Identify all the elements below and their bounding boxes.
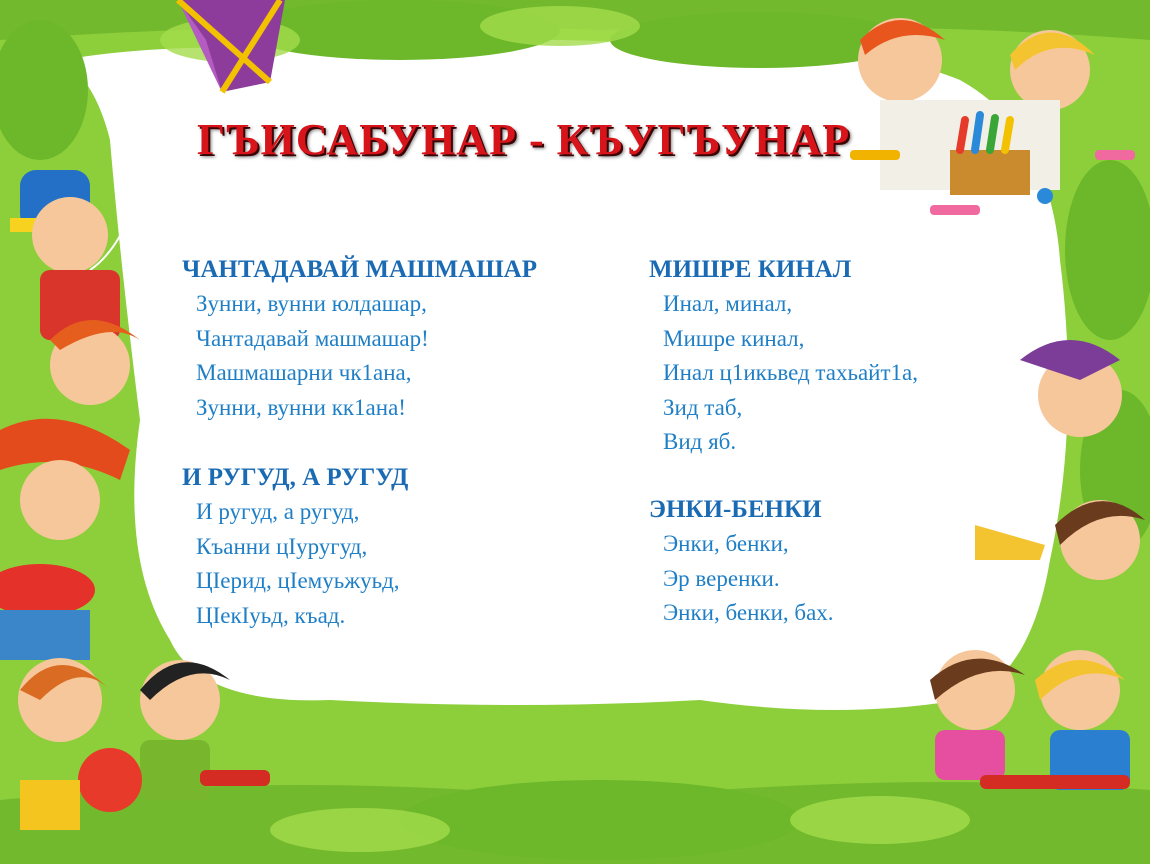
poem-line: Инал ц1икьвед тахьайт1а,	[663, 360, 918, 385]
poem-block-1	[182, 252, 537, 425]
poem-line: Энки, бенки,	[663, 531, 789, 556]
poem-line: ЦIекIуьд, къад.	[196, 602, 346, 628]
poem-line: Вид яб.	[663, 429, 737, 454]
poem-line: И ругуд, а ругуд,	[196, 499, 360, 524]
poem-line: Чантадавай машмашар!	[196, 325, 429, 351]
poem-block-2	[182, 460, 408, 633]
poem-line: Машмашарни чк1ана,	[196, 360, 412, 385]
page-title: ГЪИСАБУНАР - КЪУГЪУНАР	[197, 115, 851, 164]
poem-line: Эр веренки.	[663, 565, 780, 591]
poem-line: Инал, минал,	[663, 291, 793, 316]
poem-line: Мишре кинал,	[663, 325, 805, 351]
poem-line: Къанни цIуругуд,	[196, 533, 368, 559]
poem-line: Зунни, вунни кк1ана!	[196, 394, 406, 420]
poem-line: Энки, бенки, бах.	[663, 600, 834, 625]
poem-line: ЦIерид, цIемуьжуьд,	[196, 568, 400, 593]
poem-title: МИШРЕ КИНАЛ	[649, 256, 852, 283]
poem-title: ЭНКИ-БЕНКИ	[649, 496, 822, 523]
poem-line: Зунни, вунни юлдашар,	[196, 291, 427, 316]
poem-block-4	[649, 492, 834, 631]
poem-block-3	[649, 252, 918, 460]
poem-title: И РУГУД, А РУГУД	[182, 464, 409, 491]
poem-title: ЧАНТАДАВАЙ МАШМАШАР	[182, 256, 537, 283]
poem-line: Зид таб,	[663, 394, 743, 420]
